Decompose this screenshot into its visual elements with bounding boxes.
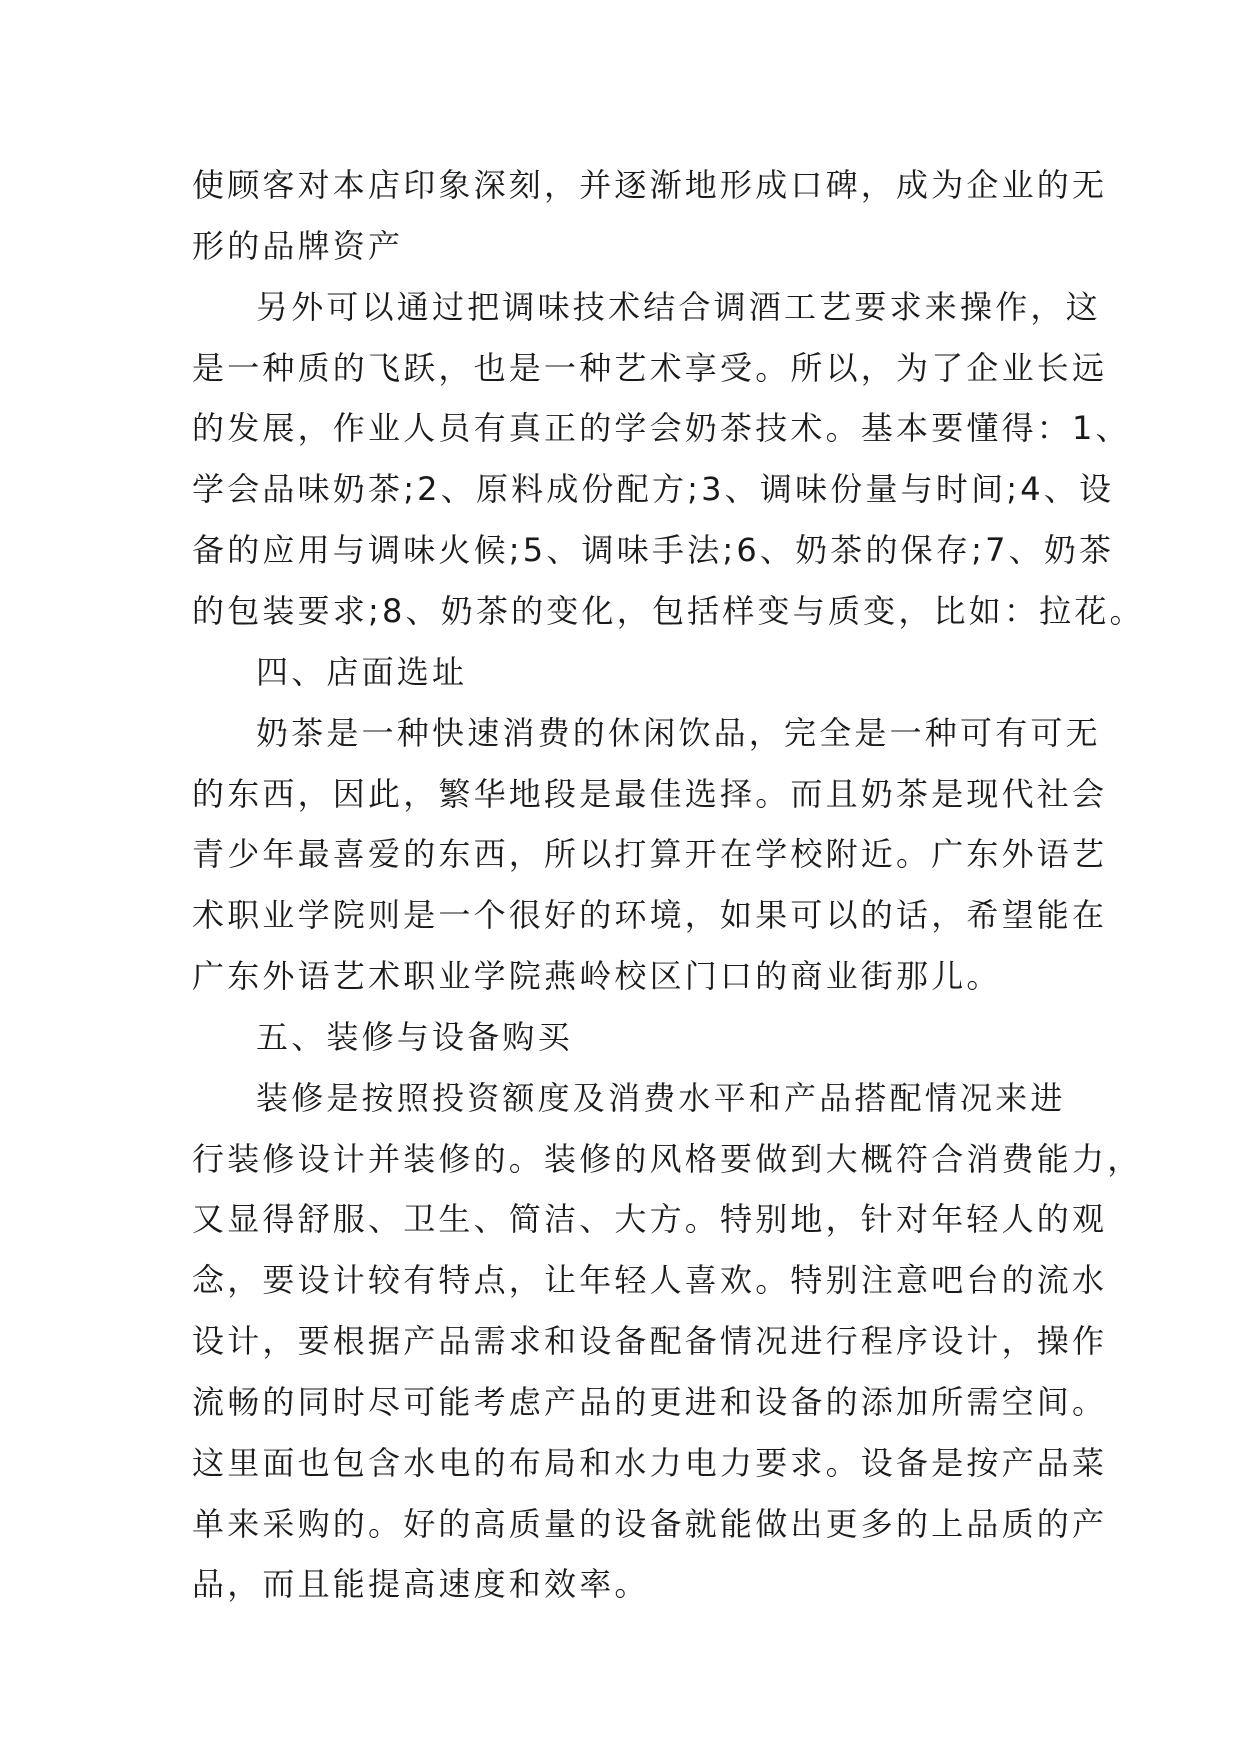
text-line: 又显得舒服、卫生、简洁、大方。特别地，针对年轻人的观 [192,1200,1108,1238]
text-line: 这里面也包含水电的布局和水力电力要求。设备是按产品菜 [192,1444,1108,1482]
text-line: 术职业学院则是一个很好的环境，如果可以的话，希望能在 [192,896,1108,934]
paragraph-first-line: 装修是按照投资额度及消费水平和产品搭配情况来进 [256,1079,1066,1117]
text-line: 设计，要根据产品需求和设备配备情况进行程序设计，操作 [192,1322,1108,1360]
text-line: 备的应用与调味火候;5、调味手法;6、奶茶的保存;7、奶茶 [192,531,1115,569]
text-line: 行装修设计并装修的。装修的风格要做到大概符合消费能力， [192,1140,1143,1178]
text-line: 的发展，作业人员有真正的学会奶茶技术。基本要懂得：1、 [192,409,1131,447]
text-line: 的包装要求;8、奶茶的变化，包括样变与质变，比如：拉花。 [192,592,1145,630]
text-line: 念，要设计较有特点，让年轻人喜欢。特别注意吧台的流水 [192,1261,1108,1299]
text-line: 使顾客对本店印象深刻，并逐渐地形成口碑，成为企业的无 [192,166,1108,204]
section-heading: 五、装修与设备购买 [256,1018,573,1056]
text-line: 单来采购的。好的高质量的设备就能做出更多的上品质的产 [192,1505,1108,1543]
paragraph-first-line: 奶茶是一种快速消费的休闲饮品，完全是一种可有可无 [256,714,1101,752]
text-line: 形的品牌资产 [192,227,404,265]
text-line: 的东西，因此，繁华地段是最佳选择。而且奶茶是现代社会 [192,775,1108,813]
paragraph-first-line: 另外可以通过把调味技术结合调酒工艺要求来操作，这 [256,288,1101,326]
text-line: 学会品味奶茶;2、原料成份配方;3、调味份量与时间;4、设 [192,470,1115,508]
text-line: 青少年最喜爱的东西，所以打算开在学校附近。广东外语艺 [192,835,1108,873]
text-line: 品，而且能提高速度和效率。 [192,1565,650,1603]
text-line: 广东外语艺术职业学院燕岭校区门口的商业街那儿。 [192,957,1002,995]
text-line: 是一种质的飞跃，也是一种艺术享受。所以，为了企业长远 [192,349,1108,387]
text-line: 流畅的同时尽可能考虑产品的更进和设备的添加所需空间。 [192,1383,1108,1421]
section-heading: 四、店面选址 [256,653,468,691]
